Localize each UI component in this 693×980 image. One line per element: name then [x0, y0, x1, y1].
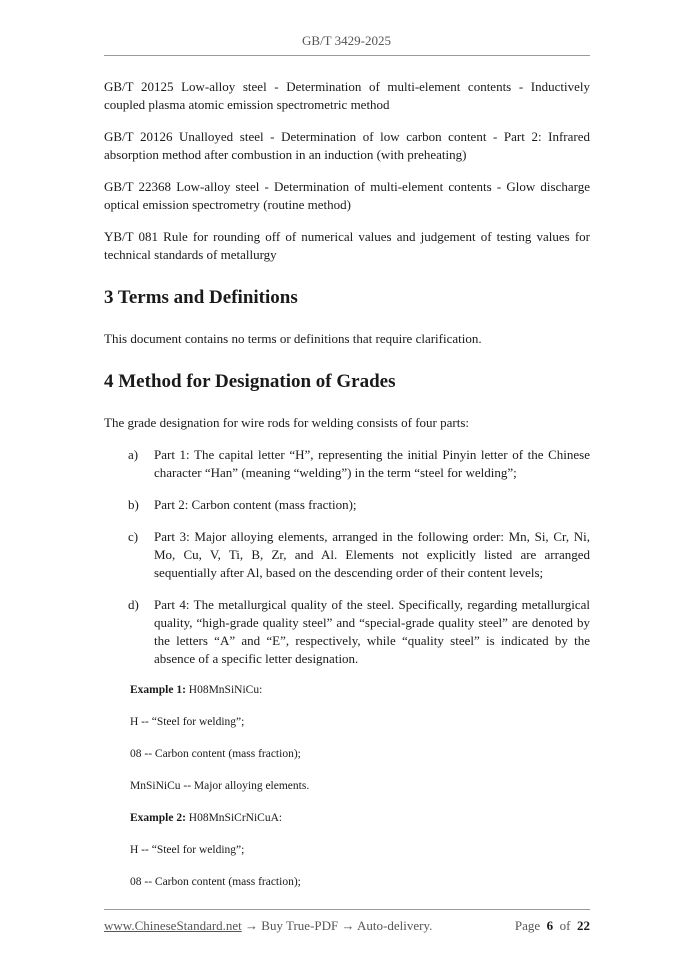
- footer-left: [104, 918, 432, 934]
- list-item: [104, 496, 590, 514]
- list-item-text: Part 2: Carbon content (mass fraction);: [154, 497, 357, 512]
- list-item-text: Part 3: Major alloying elements, arranged in the following order: Mn, Si, Cr, Ni, Mo, Cu, V, Ti, B, Zr, and Al. Elements not explicitly listed are arranged sequentially after Al, based on the descending order of their content levels;: [154, 529, 590, 580]
- list-item: [104, 446, 590, 482]
- list-item-text: Part 4: The metallurgical quality of the steel. Specifically, regarding metallurgical quality, “high-grade quality steel” and “special-grade quality steel” are denoted by the letters “A” and “E”, respectively, while “quality steel” is indicated by the absence of a specific letter designation.: [154, 597, 590, 666]
- of-word: of: [559, 918, 571, 933]
- page-word: Page: [514, 918, 541, 933]
- reference-item: GB/T 20126 Unalloyed steel - Determination of low carbon content - Part 2: Infrared absorption method after combustion in an induction (with preheating): [104, 129, 590, 162]
- reference-item: YB/T 081 Rule for rounding off of numerical values and judgement of testing values for technical standards of metallurgy: [104, 229, 590, 262]
- section-4-intro: The grade designation for wire rods for welding consists of four parts:: [104, 415, 469, 430]
- grade-parts-list: [104, 446, 590, 668]
- running-header: GB/T 3429-2025: [302, 33, 391, 48]
- example-label: Example 2:: [130, 812, 186, 824]
- page-content: [104, 78, 590, 906]
- example-line: 08 -- Carbon content (mass fraction);: [130, 748, 301, 760]
- list-marker: a): [128, 447, 139, 462]
- example-1-title: [130, 682, 590, 698]
- reference-item: GB/T 20125 Low-alloy steel - Determination of multi-element contents - Inductively coupled plasma atomic emission spectrometric method: [104, 79, 590, 112]
- example-line: MnSiNiCu -- Major alloying elements.: [130, 780, 310, 792]
- page-footer: [104, 918, 590, 934]
- list-item: [104, 528, 590, 582]
- section-4-heading: 4 Method for Designation of Grades: [104, 371, 396, 392]
- page-indicator: [515, 918, 590, 934]
- example-line: 08 -- Carbon content (mass fraction);: [130, 876, 301, 888]
- list-marker: d): [128, 597, 139, 612]
- footer-divider: [104, 909, 590, 910]
- example-grade: H08MnSiCrNiCuA:: [185, 812, 283, 824]
- section-3-text: This document contains no terms or definitions that require clarification.: [104, 331, 482, 346]
- website-link[interactable]: www.ChineseStandard.net: [104, 918, 242, 933]
- page-total: 22: [577, 918, 590, 933]
- section-3-heading: 3 Terms and Definitions: [104, 287, 298, 308]
- list-item: [104, 596, 590, 668]
- example-label: Example 1:: [130, 684, 186, 696]
- header-divider: [104, 55, 590, 56]
- example-line: H -- “Steel for welding”;: [130, 716, 245, 728]
- example-grade: H08MnSiNiCu:: [185, 684, 263, 696]
- footer-tagline: → Buy True-PDF → Auto-delivery.: [241, 918, 433, 933]
- example-2-title: [130, 810, 590, 826]
- example-line: H -- “Steel for welding”;: [130, 844, 245, 856]
- list-item-text: Part 1: The capital letter “H”, representing the initial Pinyin letter of the Chinese character “Han” (meaning “welding”) in the term “steel for welding”;: [154, 447, 590, 480]
- page-number: 6: [546, 918, 554, 933]
- list-marker: b): [128, 497, 139, 512]
- reference-item: GB/T 22368 Low-alloy steel - Determination of multi-element contents - Glow discharge optical emission spectrometry (routine method): [104, 179, 590, 212]
- list-marker: c): [128, 529, 139, 544]
